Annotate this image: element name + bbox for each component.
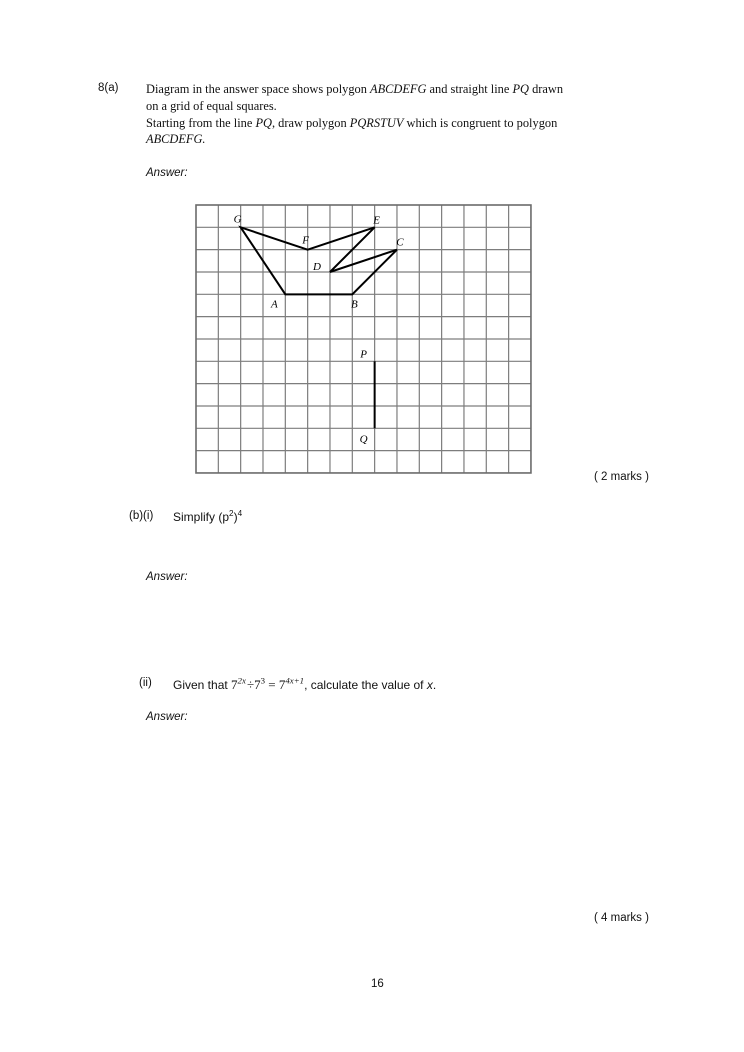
q8a-line3-part2: , draw polygon: [271, 115, 350, 130]
q8bii-suffix: , calculate the value of: [304, 678, 427, 692]
q8bi-outer-exponent: 4: [237, 509, 243, 518]
q8a-line4: ABCDEFG.: [146, 132, 206, 147]
vertex-label-q: Q: [359, 433, 368, 446]
q8bii-equation: [231, 677, 304, 692]
answer-label-a: Answer:: [146, 167, 188, 179]
q8bii-exp1: 2x: [237, 675, 246, 686]
q8a-line-pq: PQ: [512, 82, 530, 96]
vertex-label-a: A: [270, 298, 278, 311]
question-8a-text: [146, 81, 646, 148]
answer-label-bii: Answer:: [146, 711, 188, 723]
q8bii-prefix: Given that: [173, 678, 232, 692]
marks-question-a: ( 2 marks ): [594, 471, 649, 483]
q8bii-base3: 7: [278, 677, 286, 692]
vertex-label-d: D: [313, 260, 321, 273]
q8a-line3-part1: Starting from the line: [146, 115, 256, 130]
q8a-line1-part3: drawn: [529, 82, 564, 96]
question-8bi-number: (b)(i): [129, 510, 154, 522]
q8bii-divide: ÷: [246, 677, 255, 692]
q8bii-variable: x: [426, 678, 433, 692]
polygon-grid-diagram: [195, 204, 530, 473]
vertex-label-g: G: [233, 213, 242, 226]
vertex-label-p: P: [360, 348, 368, 361]
q8a-line1-part1: Diagram in the answer space shows polygon: [146, 82, 371, 96]
vertex-label-f: F: [302, 234, 310, 247]
page-number: 16: [371, 978, 384, 990]
q8bi-prefix: Simplify (p: [173, 510, 230, 524]
q8bi-inner-exponent: 2: [229, 509, 234, 518]
vertex-label-e: E: [373, 214, 381, 227]
q8a-polygon-pqrstuv: PQRSTUV: [349, 115, 404, 130]
q8bii-exp2: 3: [260, 675, 266, 686]
q8bii-period: .: [432, 678, 437, 692]
q8bii-base1: 7: [231, 677, 238, 692]
vertex-labels: [234, 213, 405, 445]
question-8bi-text: [173, 510, 242, 524]
q8a-line3-part3: which is congruent to polygon: [403, 115, 558, 130]
q8a-line2: on a grid of equal squares.: [146, 98, 277, 113]
vertex-label-c: C: [396, 236, 404, 249]
q8bii-exp3: 4x+1: [285, 675, 305, 686]
q8a-polygon-abcdefg: ABCDEFG: [370, 82, 427, 96]
question-8bii-text: [173, 677, 436, 693]
q8bi-mid: ): [233, 510, 238, 524]
answer-label-bi: Answer:: [146, 571, 188, 583]
grid-svg: [195, 204, 532, 475]
q8bii-equals: =: [268, 677, 276, 692]
question-8a-number: 8(a): [98, 82, 119, 94]
q8a-line3-pq: PQ: [255, 115, 272, 130]
q8a-line1-part2: and straight line: [426, 82, 513, 96]
marks-question-b: ( 4 marks ): [594, 912, 649, 924]
vertex-label-b: B: [350, 298, 358, 311]
question-8bii-number: (ii): [139, 677, 152, 689]
q8bii-base2: 7: [254, 677, 261, 692]
